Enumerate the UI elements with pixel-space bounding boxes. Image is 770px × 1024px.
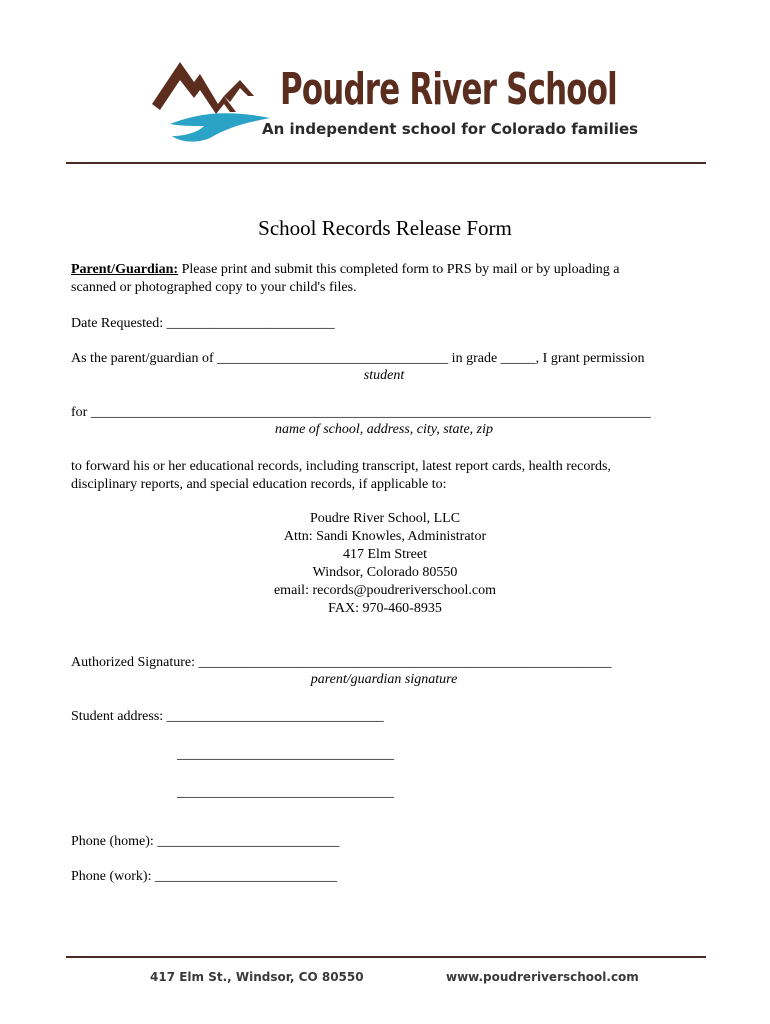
school-name-field[interactable]: for ________________________________________________________________________________ [71,405,651,420]
school-name: Poudre River School [280,64,617,115]
recipient-email: email: records@poudreriverschool.com [273,583,497,598]
student-caption: student [363,368,405,383]
intro-text: Please print and submit this completed form to PRS by mail or by uploading a [178,262,620,277]
recipient-line: Poudre River School, LLC [309,511,461,526]
signature-field[interactable]: Authorized Signature: ___________________________________________________________ [71,655,612,670]
forward-text-line1: to forward his or her educational records, including transcript, latest report cards, health records, [71,459,611,474]
student-address-field[interactable]: Student address: _______________________________ [71,709,384,724]
student-address-line2[interactable]: _______________________________ [177,747,394,762]
intro-paragraph [71,261,619,279]
form-title: School Records Release Form [258,216,512,240]
student-grade-field[interactable]: As the parent/guardian of _________________________________ in grade _____, I grant permission [71,351,645,366]
phone-home-field[interactable]: Phone (home): __________________________ [71,834,340,849]
signature-caption: parent/guardian signature [310,672,458,687]
footer-website[interactable]: www.poudreriverschool.com [446,970,639,984]
recipient-fax: FAX: 970-460-8935 [328,601,442,616]
recipient-address-block [0,510,770,618]
footer-divider [66,956,706,958]
recipient-line: Windsor, Colorado 80550 [312,565,458,580]
date-requested-field[interactable]: Date Requested: ________________________ [71,316,335,331]
footer-address: 417 Elm St., Windsor, CO 80550 [150,970,364,984]
mountain-river-logo-icon [150,52,280,147]
header-divider [66,162,706,164]
recipient-line: Attn: Sandi Knowles, Administrator [283,529,487,544]
school-tagline: An independent school for Colorado families [262,120,639,138]
intro-label: Parent/Guardian: [71,262,179,277]
phone-work-field[interactable]: Phone (work): __________________________ [71,869,337,884]
forward-text-line2: disciplinary reports, and special education records, if applicable to: [71,477,447,492]
intro-text-line2: scanned or photographed copy to your child's files. [71,280,357,295]
school-caption: name of school, address, city, state, zip [274,422,494,437]
recipient-line: 417 Elm Street [343,547,427,562]
student-address-line3[interactable]: _______________________________ [177,785,394,800]
school-logo [150,52,639,147]
